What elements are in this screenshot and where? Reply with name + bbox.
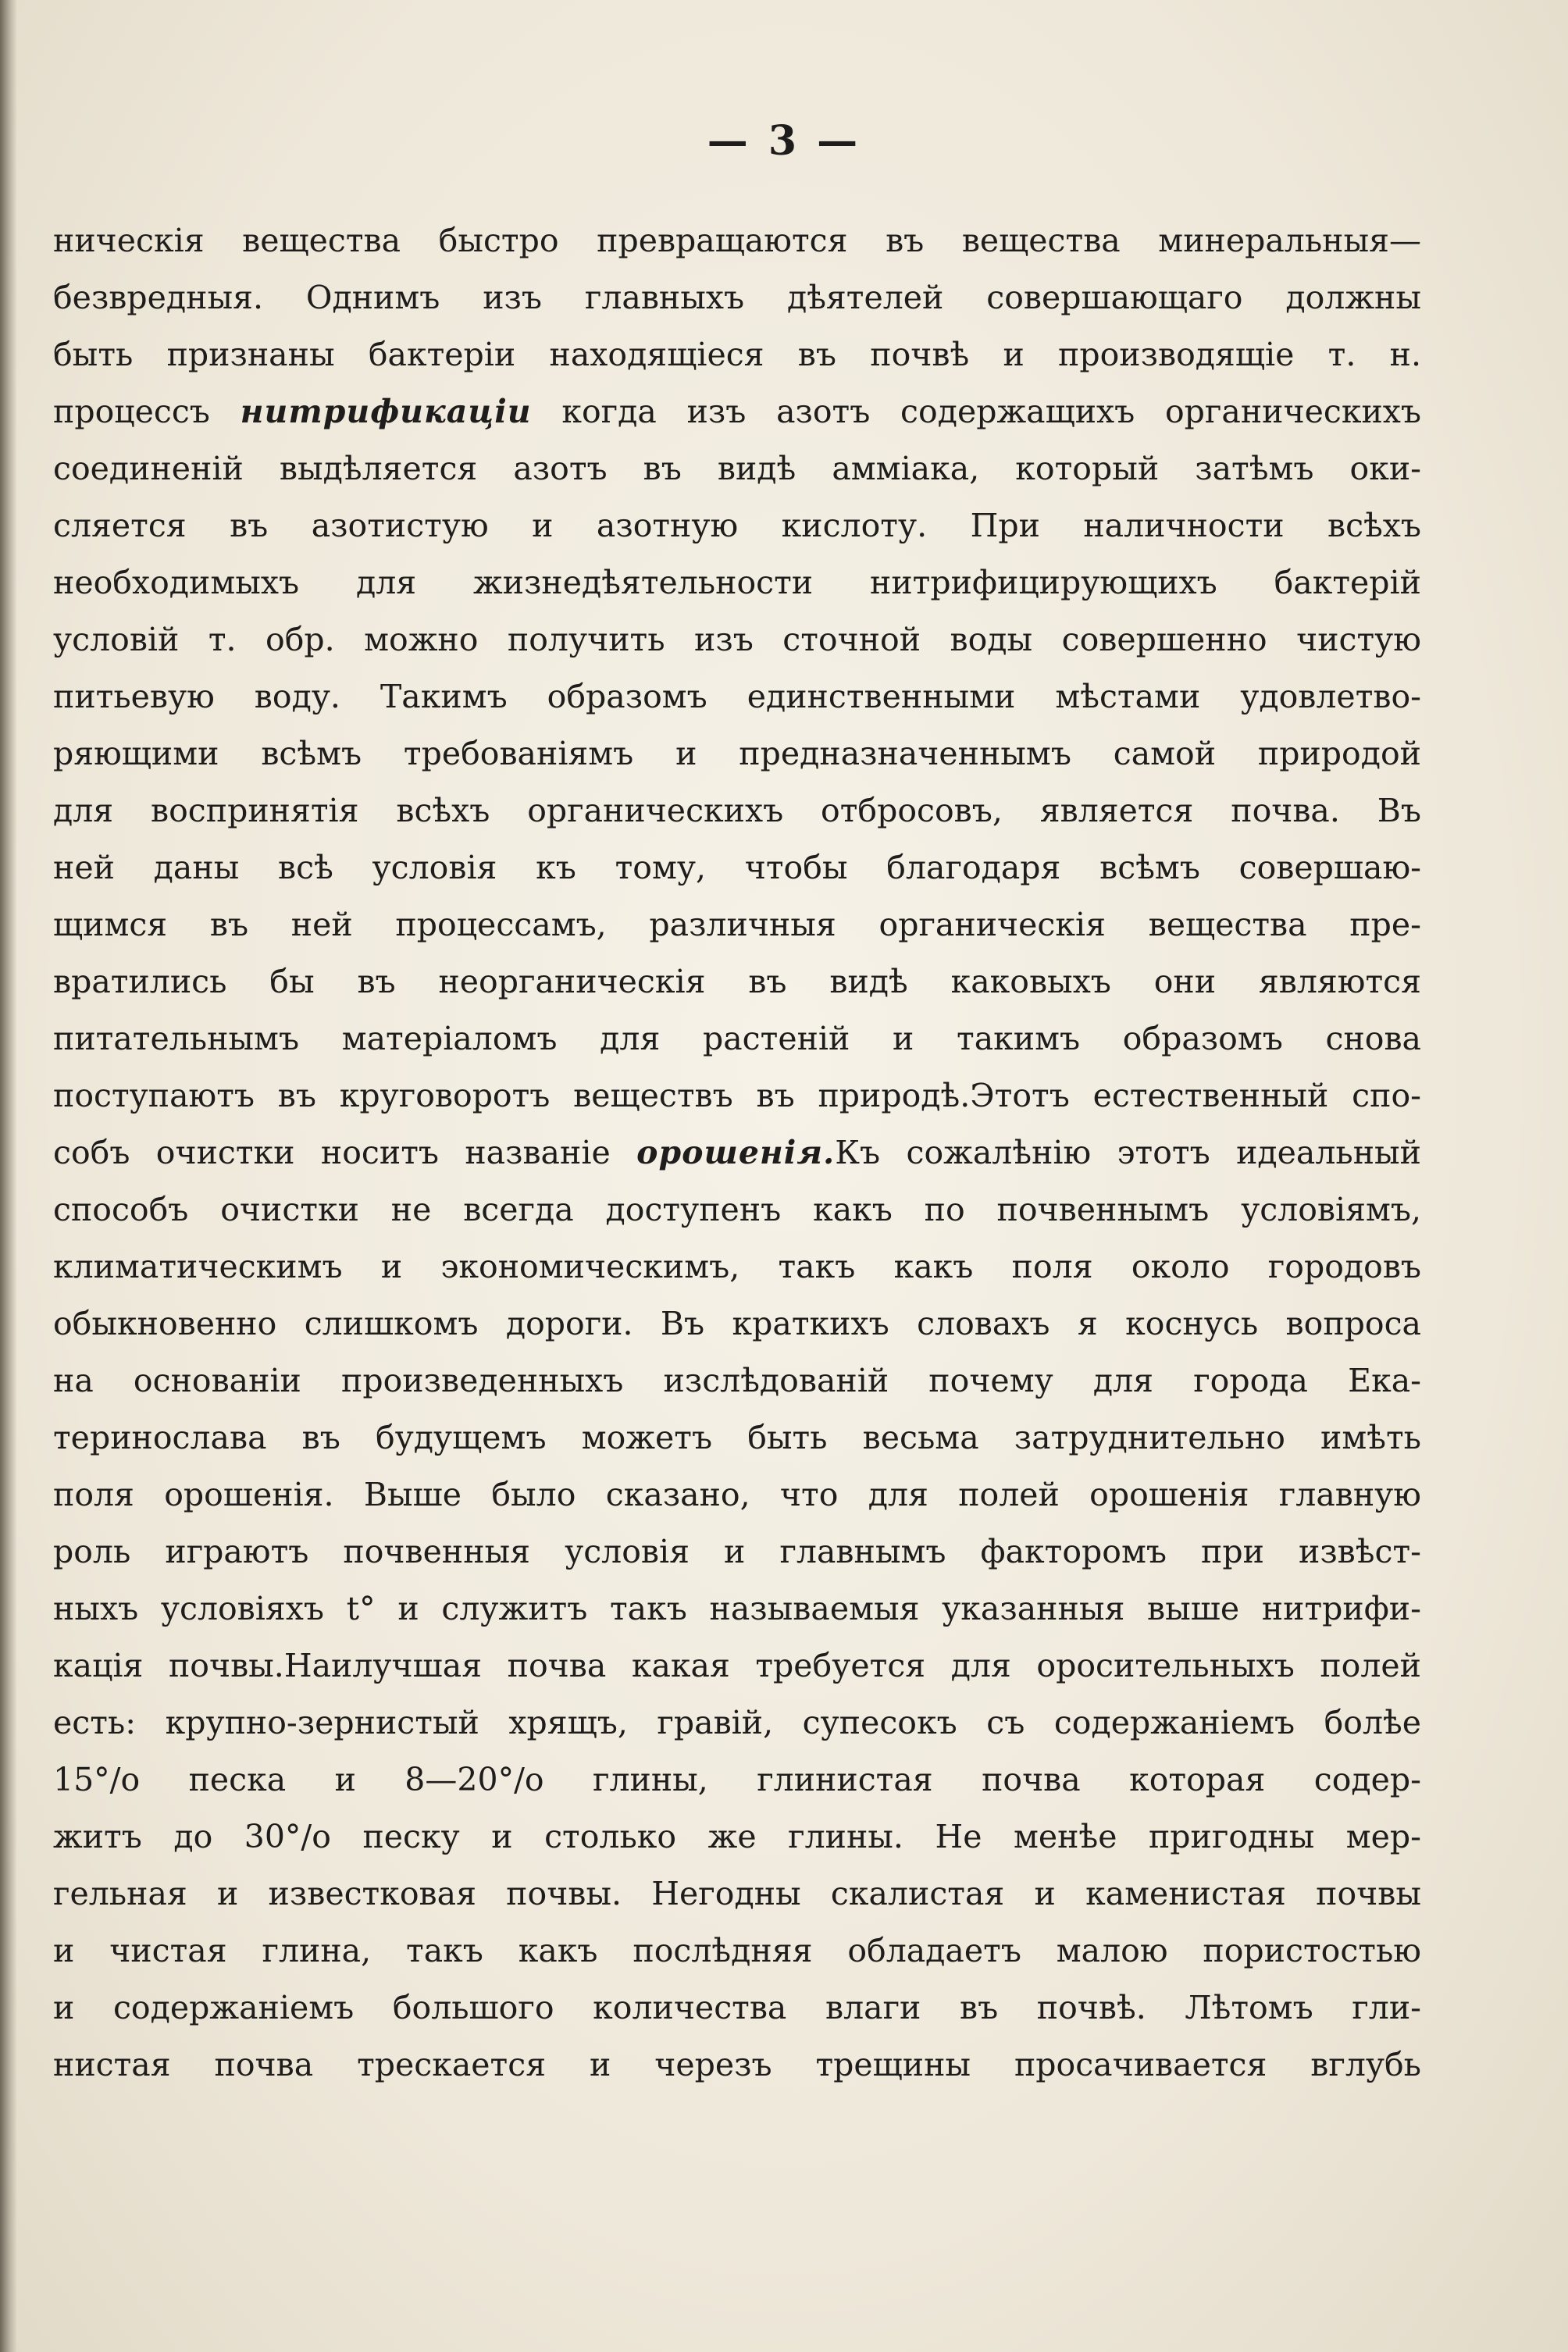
text-line <box>53 326 1421 383</box>
text-line <box>53 1238 1421 1295</box>
text-line-segment: питательнымъ матеріаломъ для растеній и такимъ образомъ снова <box>53 1020 1421 1057</box>
text-line <box>53 1580 1421 1637</box>
text-line-segment: 15°/о песка и 8—20°/о глины, глинистая почва которая содер- <box>53 1761 1421 1798</box>
text-line-segment: способъ очистки не всегда доступенъ какъ по почвеннымъ условіямъ, <box>53 1191 1421 1228</box>
text-line-segment: Къ сожалѣнію этотъ идеальный <box>835 1134 1421 1171</box>
text-line-segment: поля орошенія. Выше было сказано, что для полей орошенія главную <box>53 1476 1421 1513</box>
text-line-segment: обыкновенно слишкомъ дороги. Въ краткихъ словахъ я коснусь вопроса <box>53 1305 1421 1342</box>
text-line-segment: безвредныя. Однимъ изъ главныхъ дѣятелей совершающаго должны <box>53 279 1421 316</box>
text-line <box>53 1866 1421 1923</box>
text-line-segment: соединеній выдѣляется азотъ въ видѣ амміака, который затѣмъ оки- <box>53 450 1421 487</box>
text-line-segment: условій т. обр. можно получить изъ сточной воды совершенно чистую <box>53 621 1421 658</box>
text-line-segment: вратились бы въ неорганическія въ видѣ каковыхъ они являются <box>53 963 1421 1000</box>
text-line <box>53 554 1421 611</box>
text-line-segment: и содержаніемъ большого количества влаги въ почвѣ. Лѣтомъ гли- <box>53 1989 1421 2026</box>
text-line <box>53 1752 1421 1809</box>
text-line <box>53 212 1421 269</box>
text-line-segment: собъ очистки носитъ названіе <box>53 1134 637 1171</box>
text-line-segment: роль играютъ почвенныя условія и главнымъ факторомъ при извѣст- <box>53 1533 1421 1570</box>
text-line-segment: когда изъ азотъ содержащихъ органическихъ <box>531 393 1421 430</box>
text-line <box>53 1124 1421 1181</box>
text-line-segment: теринослава въ будущемъ можетъ быть весьма затруднительно имѣть <box>53 1419 1421 1456</box>
page-binding-edge <box>0 0 17 2352</box>
text-line <box>53 896 1421 953</box>
emphasized-term: орошенія. <box>636 1134 836 1171</box>
emphasized-term: нитрификаціи <box>240 393 532 430</box>
text-line <box>53 1010 1421 1067</box>
text-line <box>53 953 1421 1010</box>
text-line <box>53 497 1421 554</box>
text-line <box>53 1980 1421 2037</box>
text-line-segment: ней даны всѣ условія къ тому, чтобы благодаря всѣмъ совершаю- <box>53 849 1421 886</box>
text-line-segment: ряющими всѣмъ требованіямъ и предназначеннымъ самой природой <box>53 735 1421 772</box>
text-line <box>53 440 1421 497</box>
text-line-segment: процессъ <box>53 393 241 430</box>
text-line-segment: для воспринятія всѣхъ органическихъ отбросовъ, является почва. Въ <box>53 792 1421 829</box>
text-line-segment: ныхъ условіяхъ t° и служитъ такъ называемыя указанныя выше нитрифи- <box>53 1590 1421 1627</box>
text-line-segment: на основаніи произведенныхъ изслѣдованій почему для города Ека- <box>53 1362 1421 1399</box>
text-line <box>53 611 1421 668</box>
text-line <box>53 668 1421 725</box>
text-line <box>53 2037 1421 2094</box>
text-line <box>53 839 1421 896</box>
text-line-segment: есть: крупно-зернистый хрящъ, гравій, супесокъ съ содержаніемъ болѣе <box>53 1704 1421 1741</box>
text-line <box>53 269 1421 326</box>
text-line-segment: поступаютъ въ круговоротъ веществъ въ природѣ.Этотъ естественный спо- <box>53 1077 1421 1114</box>
text-line <box>53 1067 1421 1124</box>
text-line-segment: питьевую воду. Такимъ образомъ единственными мѣстами удовлетво- <box>53 678 1421 715</box>
text-line <box>53 1409 1421 1466</box>
text-line <box>53 725 1421 782</box>
text-line-segment: климатическимъ и экономическимъ, такъ какъ поля около городовъ <box>53 1248 1421 1285</box>
text-line-segment: щимся въ ней процессамъ, различныя органическія вещества пре- <box>53 906 1421 943</box>
text-line <box>53 1181 1421 1238</box>
text-line <box>53 1523 1421 1580</box>
text-line <box>53 1352 1421 1409</box>
text-line-segment: и чистая глина, такъ какъ послѣдняя обладаетъ малою пористостью <box>53 1932 1421 1969</box>
text-line-segment: необходимыхъ для жизнедѣятельности нитрифицирующихъ бактерій <box>53 564 1421 601</box>
text-line-segment: гельная и известковая почвы. Негодны скалистая и каменистая почвы <box>53 1875 1421 1912</box>
text-line <box>53 1695 1421 1752</box>
text-line-segment: житъ до 30°/о песку и столько же глины. Не менѣе пригодны мер- <box>53 1818 1421 1855</box>
text-line <box>53 1466 1421 1523</box>
text-line <box>53 782 1421 839</box>
text-line-segment: быть признаны бактеріи находящіеся въ почвѣ и производящіе т. н. <box>53 336 1421 373</box>
text-line-segment: сляется въ азотистую и азотную кислоту. При наличности всѣхъ <box>53 507 1421 544</box>
text-line <box>53 383 1421 440</box>
text-line-segment: ническія вещества быстро превращаются въ вещества минеральныя— <box>53 222 1421 259</box>
text-line <box>53 1637 1421 1695</box>
text-line <box>53 1923 1421 1980</box>
text-line-segment: нистая почва трескается и черезъ трещины просачивается вглубь <box>53 2046 1421 2083</box>
text-line <box>53 1809 1421 1866</box>
text-line <box>53 1295 1421 1352</box>
body-text <box>53 212 1421 2094</box>
text-line-segment: кація почвы.Наилучшая почва какая требуется для оросительныхъ полей <box>53 1647 1421 1684</box>
page-number: — 3 — <box>707 117 861 165</box>
